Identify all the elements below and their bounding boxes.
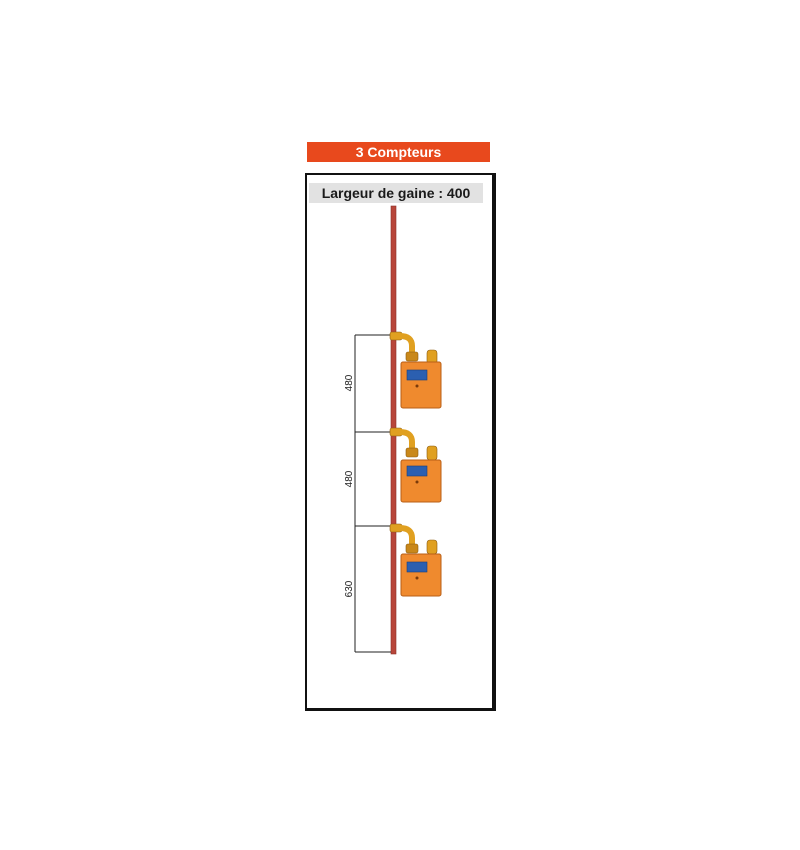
dimension-label-2: 480: [344, 470, 355, 488]
gas-meter-icon: [390, 332, 441, 408]
dimension-label-3: 630: [344, 580, 355, 598]
gas-meter-icon: [390, 524, 441, 596]
header-banner: 3 Compteurs: [307, 142, 490, 162]
dimension-lines: [355, 335, 391, 652]
dimension-label-1: 480: [344, 374, 355, 392]
sheath-width-label: Largeur de gaine : 400: [309, 183, 483, 203]
gas-meter-icon: [390, 428, 441, 502]
